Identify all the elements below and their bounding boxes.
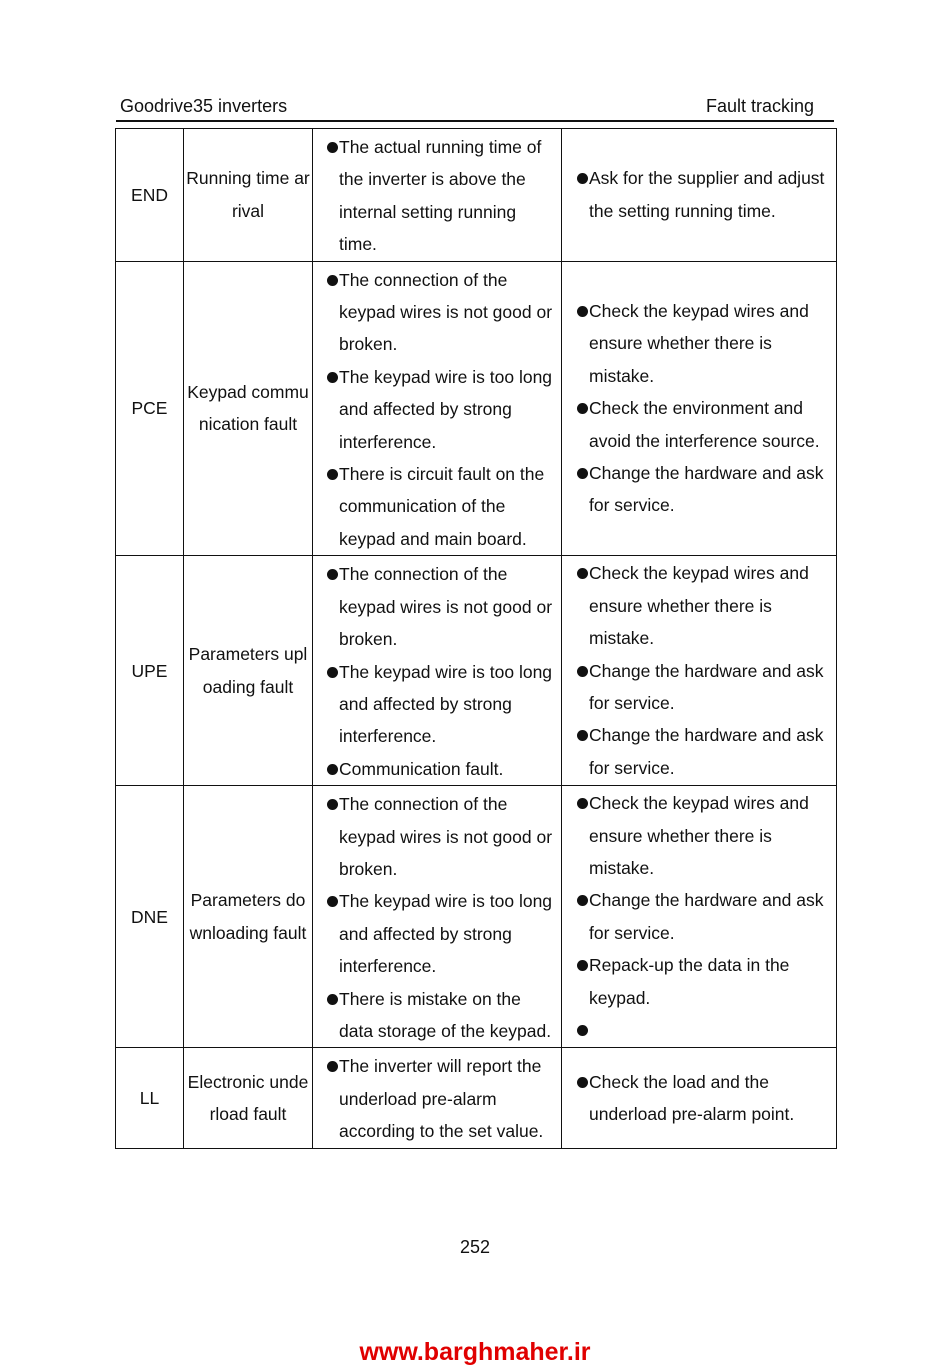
- solution-item: [570, 1014, 832, 1046]
- fault-solutions: [562, 129, 837, 262]
- cause-item: The connection of the keypad wires is not good or broken.: [320, 264, 557, 361]
- fault-code: DNE: [116, 786, 184, 1048]
- fault-name: Electronic underload fault: [184, 1048, 313, 1148]
- table-row: [116, 261, 837, 556]
- solution-item: Check the environment and avoid the interference source.: [570, 392, 832, 457]
- fault-causes: [313, 786, 562, 1048]
- cause-item: There is mistake on the data storage of the keypad.: [320, 983, 557, 1048]
- fault-code: PCE: [116, 261, 184, 556]
- fault-solutions: [562, 1048, 837, 1148]
- table-row: [116, 129, 837, 262]
- solution-item: Ask for the supplier and adjust the setting running time.: [570, 162, 832, 227]
- fault-solutions: [562, 786, 837, 1048]
- fault-code: LL: [116, 1048, 184, 1148]
- cause-item: The connection of the keypad wires is not good or broken.: [320, 788, 557, 885]
- page-header: [116, 94, 834, 122]
- header-product-title: Goodrive35 inverters: [120, 96, 288, 116]
- fault-causes: [313, 261, 562, 556]
- cause-item: There is circuit fault on the communication of the keypad and main board.: [320, 458, 557, 555]
- solution-item: Check the load and the underload pre-alarm point.: [570, 1066, 832, 1131]
- solution-item: Check the keypad wires and ensure whether there is mistake.: [570, 295, 832, 392]
- page-number: 252: [459, 1237, 491, 1257]
- solution-item: Change the hardware and ask for service.: [570, 655, 832, 720]
- solution-item: Check the keypad wires and ensure whether there is mistake.: [570, 557, 832, 654]
- table-row: [116, 786, 837, 1048]
- cause-item: The keypad wire is too long and affected by strong interference.: [320, 361, 557, 458]
- cause-item: The actual running time of the inverter is above the internal setting running time.: [320, 131, 557, 261]
- fault-code: UPE: [116, 556, 184, 786]
- fault-name: Parameters uploading fault: [184, 556, 313, 786]
- fault-name: Running time arrival: [184, 129, 313, 262]
- cause-item: The connection of the keypad wires is not good or broken.: [320, 558, 557, 655]
- cause-item: The keypad wire is too long and affected by strong interference.: [320, 885, 557, 982]
- table-row: [116, 1048, 837, 1148]
- cause-item: Communication fault.: [320, 753, 557, 785]
- fault-causes: [313, 556, 562, 786]
- fault-name: Parameters downloading fault: [184, 786, 313, 1048]
- fault-causes: [313, 129, 562, 262]
- footer-watermark-link[interactable]: www.barghmaher.ir: [359, 1338, 591, 1366]
- solution-item: Repack-up the data in the keypad.: [570, 949, 832, 1014]
- fault-solutions: [562, 261, 837, 556]
- cause-item: The inverter will report the underload pre-alarm according to the set value.: [320, 1050, 557, 1147]
- solution-item: Check the keypad wires and ensure whether there is mistake.: [570, 787, 832, 884]
- solution-item: Change the hardware and ask for service.: [570, 457, 832, 522]
- fault-code: END: [116, 129, 184, 262]
- fault-solutions: [562, 556, 837, 786]
- solution-item: Change the hardware and ask for service.: [570, 884, 832, 949]
- fault-table: [115, 128, 837, 1149]
- table-row: [116, 556, 837, 786]
- cause-item: The keypad wire is too long and affected by strong interference.: [320, 656, 557, 753]
- fault-causes: [313, 1048, 562, 1148]
- fault-name: Keypad communication fault: [184, 261, 313, 556]
- solution-item: Change the hardware and ask for service.: [570, 719, 832, 784]
- header-section-title: Fault tracking: [705, 96, 814, 116]
